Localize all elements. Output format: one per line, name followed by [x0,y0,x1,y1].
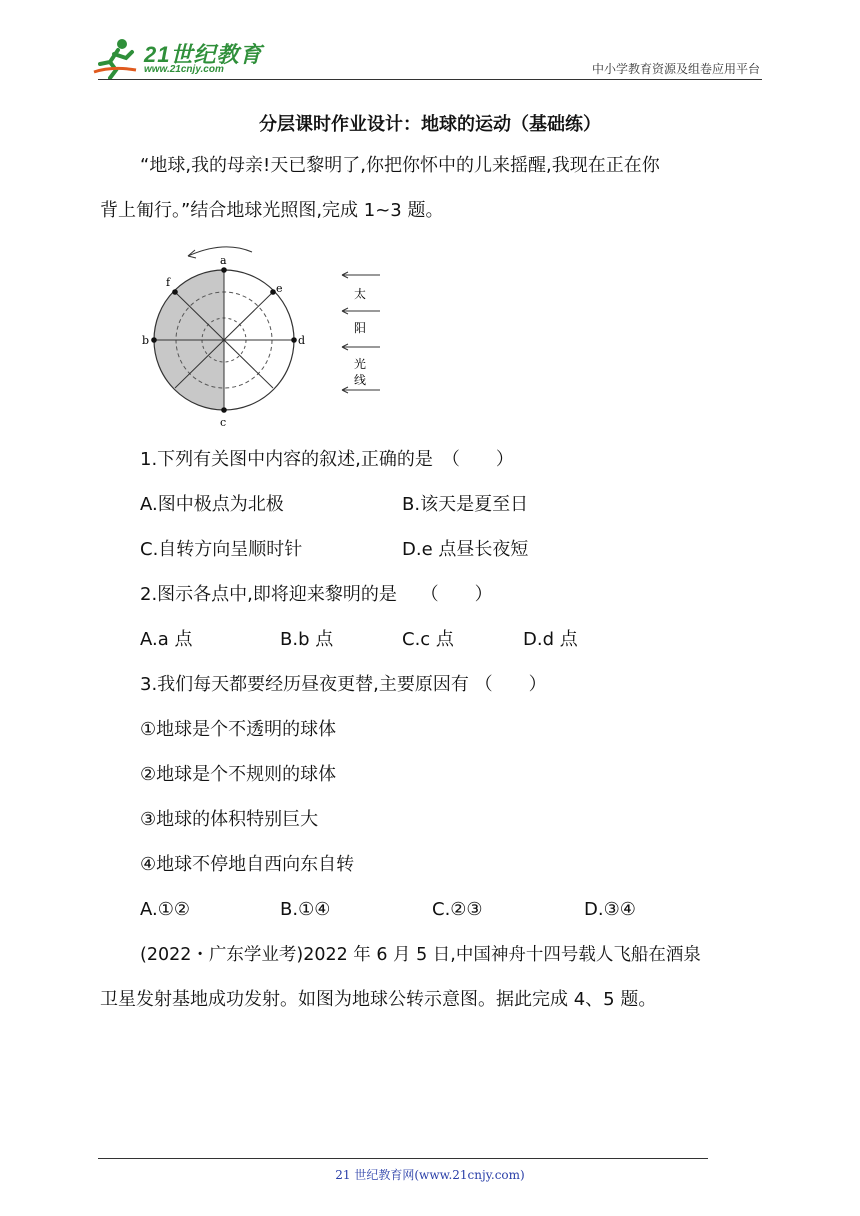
q3-statement-2: ②地球是个不规则的球体 [140,764,337,785]
sun-label-1: 太 [354,287,367,301]
q3-stem: 3.我们每天都要经历昼夜更替,主要原因有 （ ） [140,674,547,695]
label-e: e [276,282,283,295]
q3-option-d: D.③④ [584,899,636,920]
q2-stem: 2.图示各点中,即将迎来黎明的是 （ ） [140,584,493,605]
passage2-line-1: (2022・广东学业考)2022 年 6 月 5 日,中国神舟十四号载人飞船在酒泉 [140,945,701,965]
logo-text: 21世纪教育 [144,42,263,67]
point-d [291,337,297,343]
point-b [151,337,157,343]
q1-stem: 1.下列有关图中内容的叙述,正确的是 （ ） [140,449,514,470]
header-divider [98,79,762,80]
sun-label-4: 线 [354,373,367,387]
point-e [270,289,276,295]
q1-option-a: A.图中极点为北极 [140,494,284,515]
q2-option-d: D.d 点 [523,629,578,650]
point-a [221,267,227,273]
passage2-line-2: 卫星发射基地成功发射。如图为地球公转示意图。据此完成 4、5 题。 [100,989,657,1010]
header-slogan: 中小学教育资源及组卷应用平台 [591,62,760,76]
sun-label-2: 阳 [354,321,367,335]
intro-line-2: 背上匍行。”结合地球光照图,完成 1~3 题。 [100,200,444,221]
earth-illumination-diagram [138,240,398,430]
q3-option-b: B.①④ [280,899,331,920]
point-f [172,289,178,295]
logo-url: www.21cnjy.com [144,64,224,75]
label-b: b [142,334,150,347]
q3-option-c: C.②③ [432,899,483,920]
q1-option-c: C.自转方向呈顺时针 [140,539,303,560]
page-title: 分层课时作业设计：地球的运动（基础练） [259,114,601,135]
label-d: d [298,334,306,347]
q2-option-b: B.b 点 [280,629,334,650]
sun-label-3: 光 [354,357,367,371]
q1-option-b: B.该天是夏至日 [402,494,529,515]
q3-statement-1: ①地球是个不透明的球体 [140,719,337,740]
q1-option-d: D.e 点昼长夜短 [402,539,529,560]
label-a: a [220,254,227,267]
q3-statement-4: ④地球不停地自西向东自转 [140,854,355,875]
q3-statement-3: ③地球的体积特别巨大 [140,809,319,830]
q3-option-a: A.①② [140,899,190,920]
footer-text: 21 世纪教育网(www.21cnjy.com) [335,1168,525,1182]
label-c: c [220,416,227,429]
footer-divider [98,1158,708,1159]
q2-option-a: A.a 点 [140,629,193,650]
point-c [221,407,227,413]
label-f: f [166,276,171,289]
q2-option-c: C.c 点 [402,629,454,650]
runner-icon [92,36,144,80]
site-logo [92,36,262,80]
intro-line-1: “地球,我的母亲!天已黎明了,你把你怀中的儿来摇醒,我现在正在你 [140,155,660,176]
